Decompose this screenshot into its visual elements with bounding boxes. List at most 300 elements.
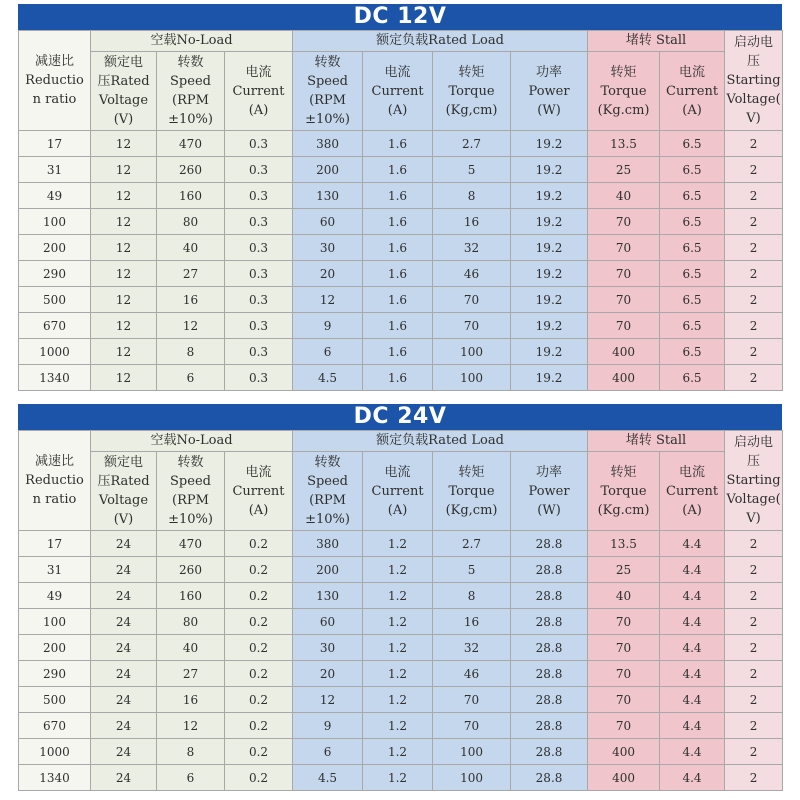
rated-torque-cell: 100: [433, 365, 511, 391]
stall-current-cell: 4.4: [660, 635, 725, 661]
rated-torque-cell: 70: [433, 313, 511, 339]
no-load-speed-header-line: (RPM: [172, 93, 209, 108]
no-load-voltage-cell: 24: [91, 583, 157, 609]
rated-voltage-header-line: 额定电: [103, 455, 143, 470]
rated-torque-header: [433, 452, 511, 531]
ratio-cell: 17: [19, 531, 91, 557]
starting-voltage-cell: 2: [725, 531, 783, 557]
no-load-current-header: [225, 52, 293, 131]
no-load-voltage-cell: 24: [91, 635, 157, 661]
stall-current-cell: 6.5: [660, 339, 725, 365]
no-load-current-cell: 0.2: [225, 635, 293, 661]
stall-torque-cell: 13.5: [588, 531, 660, 557]
no-load-speed-header: [157, 452, 225, 531]
rated-speed-cell: 130: [293, 183, 363, 209]
rated-power-cell: 19.2: [511, 287, 588, 313]
starting-voltage-header-line: Voltage(: [726, 492, 781, 507]
no-load-voltage-cell: 24: [91, 687, 157, 713]
stall-current-cell: 4.4: [660, 739, 725, 765]
starting-voltage-cell: 2: [725, 183, 783, 209]
ratio-cell: 200: [19, 235, 91, 261]
rated-power-header-line: 功率: [536, 464, 563, 480]
starting-voltage-cell: 2: [725, 131, 783, 157]
no-load-voltage-cell: 12: [91, 131, 157, 157]
rated-current-cell: 1.2: [363, 635, 433, 661]
table-row: [19, 661, 783, 687]
no-load-voltage-cell: 12: [91, 209, 157, 235]
rated-power-cell: 28.8: [511, 609, 588, 635]
reduction-ratio-header-line: Reductio: [25, 473, 84, 488]
spec-table: [18, 430, 783, 791]
no-load-speed-cell: 6: [157, 365, 225, 391]
rated-load-group-header: 额定负载Rated Load: [293, 431, 588, 452]
rated-torque-header-line: (Kg,cm): [445, 502, 498, 518]
starting-voltage-cell: 2: [725, 365, 783, 391]
rated-current-header-line: (A): [387, 502, 408, 518]
starting-voltage-header-line: 压: [747, 54, 761, 69]
stall-torque-cell: 70: [588, 287, 660, 313]
no-load-current-cell: 0.2: [225, 765, 293, 791]
stall-current-cell: 6.5: [660, 157, 725, 183]
table-row: [19, 287, 783, 313]
no-load-speed-cell: 27: [157, 661, 225, 687]
rated-voltage-header-line: Voltage: [98, 493, 149, 508]
table-section: [0, 400, 800, 800]
rated-power-cell: 28.8: [511, 687, 588, 713]
ratio-cell: 670: [19, 313, 91, 339]
rated-torque-cell: 70: [433, 687, 511, 713]
rated-voltage-header: [91, 52, 157, 131]
stall-group-header: 堵转 Stall: [588, 31, 725, 52]
starting-voltage-cell: 2: [725, 287, 783, 313]
ratio-cell: 500: [19, 687, 91, 713]
rated-speed-cell: 9: [293, 313, 363, 339]
stall-torque-cell: 40: [588, 583, 660, 609]
rated-speed-cell: 12: [293, 287, 363, 313]
rated-power-cell: 28.8: [511, 635, 588, 661]
rated-speed-cell: 4.5: [293, 365, 363, 391]
no-load-speed-cell: 260: [157, 557, 225, 583]
stall-torque-cell: 70: [588, 209, 660, 235]
stall-current-cell: 4.4: [660, 531, 725, 557]
table-row: [19, 765, 783, 791]
rated-speed-cell: 200: [293, 557, 363, 583]
ratio-cell: 500: [19, 287, 91, 313]
voltage-banner: DC 12V: [18, 4, 782, 30]
no-load-current-cell: 0.3: [225, 313, 293, 339]
table-row: [19, 583, 783, 609]
stall-torque-cell: 70: [588, 661, 660, 687]
voltage-banner: DC 24V: [18, 404, 782, 430]
stall-current-cell: 6.5: [660, 313, 725, 339]
starting-voltage-cell: 2: [725, 313, 783, 339]
no-load-voltage-cell: 12: [91, 365, 157, 391]
rated-speed-header: [293, 452, 363, 531]
no-load-current-header-line: (A): [248, 502, 269, 518]
rated-power-cell: 19.2: [511, 365, 588, 391]
rated-power-cell: 28.8: [511, 661, 588, 687]
stall-current-cell: 6.5: [660, 261, 725, 287]
stall-torque-cell: 400: [588, 365, 660, 391]
starting-voltage-cell: 2: [725, 661, 783, 687]
no-load-current-cell: 0.3: [225, 209, 293, 235]
rated-current-cell: 1.2: [363, 531, 433, 557]
rated-speed-cell: 6: [293, 739, 363, 765]
stall-torque-header-line: 转矩: [610, 64, 637, 80]
no-load-current-cell: 0.3: [225, 235, 293, 261]
reduction-ratio-header-line: n ratio: [32, 92, 77, 107]
starting-voltage-cell: 2: [725, 339, 783, 365]
no-load-current-header-line: Current: [232, 483, 285, 499]
no-load-speed-header-line: ±10%): [168, 112, 213, 127]
rated-speed-cell: 380: [293, 531, 363, 557]
rated-speed-header-line: (RPM: [309, 493, 346, 508]
rated-torque-cell: 46: [433, 661, 511, 687]
rated-speed-cell: 380: [293, 131, 363, 157]
rated-voltage-header-line: (V): [113, 512, 134, 527]
ratio-cell: 31: [19, 557, 91, 583]
stall-torque-cell: 70: [588, 235, 660, 261]
no-load-speed-header-line: (RPM: [172, 493, 209, 508]
no-load-speed-cell: 40: [157, 635, 225, 661]
table-row: [19, 209, 783, 235]
rated-torque-cell: 70: [433, 713, 511, 739]
no-load-voltage-cell: 12: [91, 261, 157, 287]
reduction-ratio-header: [19, 31, 91, 131]
no-load-speed-header-line: Speed: [170, 474, 211, 489]
rated-speed-cell: 60: [293, 609, 363, 635]
stall-current-header-line: 电流: [679, 464, 706, 480]
ratio-cell: 1000: [19, 339, 91, 365]
rated-speed-cell: 30: [293, 235, 363, 261]
starting-voltage-cell: 2: [725, 583, 783, 609]
stall-torque-cell: 40: [588, 183, 660, 209]
starting-voltage-header-line: V): [746, 511, 761, 526]
starting-voltage-header-line: Voltage(: [726, 92, 781, 107]
starting-voltage-header-line: Starting: [726, 473, 781, 488]
rated-torque-header-line: Torque: [448, 83, 495, 99]
starting-voltage-header-line: 压: [747, 454, 761, 469]
rated-current-cell: 1.6: [363, 209, 433, 235]
rated-current-cell: 1.2: [363, 661, 433, 687]
rated-torque-cell: 16: [433, 609, 511, 635]
rated-power-cell: 19.2: [511, 183, 588, 209]
no-load-speed-header-line: ±10%): [168, 512, 213, 527]
no-load-current-cell: 0.2: [225, 687, 293, 713]
rated-current-cell: 1.6: [363, 131, 433, 157]
rated-torque-cell: 5: [433, 557, 511, 583]
stall-current-header-line: (A): [682, 502, 702, 518]
no-load-speed-header-line: 转数: [177, 55, 204, 70]
rated-load-group-header: 额定负载Rated Load: [293, 31, 588, 52]
ratio-cell: 31: [19, 157, 91, 183]
rated-current-header: [363, 52, 433, 131]
stall-torque-header-line: 转矩: [610, 464, 637, 480]
starting-voltage-cell: 2: [725, 261, 783, 287]
rated-power-header-line: Power: [528, 83, 570, 99]
starting-voltage-header-line: V): [746, 111, 761, 126]
ratio-cell: 49: [19, 583, 91, 609]
rated-torque-header-line: 转矩: [458, 64, 485, 80]
stall-current-cell: 4.4: [660, 609, 725, 635]
no-load-speed-cell: 12: [157, 313, 225, 339]
no-load-current-cell: 0.3: [225, 365, 293, 391]
no-load-voltage-cell: 24: [91, 739, 157, 765]
no-load-speed-cell: 80: [157, 609, 225, 635]
rated-power-cell: 28.8: [511, 531, 588, 557]
starting-voltage-header: [725, 31, 783, 131]
stall-current-cell: 4.4: [660, 713, 725, 739]
group-header-row: [19, 31, 783, 52]
rated-current-cell: 1.6: [363, 157, 433, 183]
rated-current-cell: 1.6: [363, 183, 433, 209]
stall-current-cell: 4.4: [660, 661, 725, 687]
no-load-speed-cell: 6: [157, 765, 225, 791]
no-load-current-header-line: 电流: [245, 64, 272, 80]
no-load-current-cell: 0.2: [225, 713, 293, 739]
rated-torque-cell: 2.7: [433, 131, 511, 157]
rated-current-cell: 1.6: [363, 287, 433, 313]
rated-current-cell: 1.2: [363, 713, 433, 739]
ratio-cell: 1000: [19, 739, 91, 765]
ratio-cell: 17: [19, 131, 91, 157]
rated-speed-cell: 60: [293, 209, 363, 235]
rated-current-header-line: 电流: [384, 464, 411, 480]
table-row: [19, 261, 783, 287]
table-row: [19, 635, 783, 661]
rated-torque-header-line: (Kg,cm): [445, 102, 498, 118]
no-load-current-cell: 0.3: [225, 261, 293, 287]
no-load-current-cell: 0.2: [225, 661, 293, 687]
rated-speed-header-line: Speed: [307, 474, 348, 489]
no-load-speed-header-line: 转数: [177, 455, 204, 470]
rated-speed-cell: 30: [293, 635, 363, 661]
stall-torque-cell: 70: [588, 687, 660, 713]
spec-table: [18, 30, 783, 391]
ratio-cell: 100: [19, 609, 91, 635]
stall-current-cell: 6.5: [660, 287, 725, 313]
no-load-speed-cell: 470: [157, 531, 225, 557]
rated-voltage-header-line: 额定电: [103, 55, 143, 70]
rated-current-cell: 1.2: [363, 739, 433, 765]
rated-speed-cell: 200: [293, 157, 363, 183]
stall-current-header-line: (A): [682, 102, 702, 118]
rated-current-cell: 1.2: [363, 557, 433, 583]
reduction-ratio-header-line: n ratio: [32, 492, 77, 507]
rated-current-cell: 1.6: [363, 235, 433, 261]
stall-torque-cell: 13.5: [588, 131, 660, 157]
rated-torque-header: [433, 52, 511, 131]
rated-speed-cell: 9: [293, 713, 363, 739]
no-load-speed-cell: 8: [157, 339, 225, 365]
rated-speed-header: [293, 52, 363, 131]
rated-current-header-line: (A): [387, 102, 408, 118]
rated-power-header-line: (W): [537, 502, 561, 518]
rated-power-header: [511, 452, 588, 531]
stall-torque-cell: 400: [588, 765, 660, 791]
no-load-speed-header-line: Speed: [170, 74, 211, 89]
stall-torque-cell: 70: [588, 609, 660, 635]
rated-power-cell: 19.2: [511, 313, 588, 339]
rated-power-cell: 19.2: [511, 235, 588, 261]
column-header-row: [19, 52, 783, 131]
rated-power-header-line: 功率: [536, 64, 563, 80]
rated-power-cell: 28.8: [511, 557, 588, 583]
rated-current-cell: 1.2: [363, 765, 433, 791]
stall-torque-header-line: (Kg.cm): [597, 502, 650, 518]
rated-speed-cell: 6: [293, 339, 363, 365]
no-load-speed-cell: 16: [157, 287, 225, 313]
rated-speed-cell: 130: [293, 583, 363, 609]
ratio-cell: 290: [19, 261, 91, 287]
stall-torque-cell: 70: [588, 261, 660, 287]
no-load-current-cell: 0.2: [225, 531, 293, 557]
no-load-speed-cell: 470: [157, 131, 225, 157]
rated-torque-cell: 2.7: [433, 531, 511, 557]
no-load-current-header-line: (A): [248, 102, 269, 118]
ratio-cell: 100: [19, 209, 91, 235]
table-row: [19, 557, 783, 583]
starting-voltage-cell: 2: [725, 635, 783, 661]
rated-power-cell: 19.2: [511, 209, 588, 235]
starting-voltage-cell: 2: [725, 765, 783, 791]
ratio-cell: 1340: [19, 765, 91, 791]
no-load-current-cell: 0.3: [225, 157, 293, 183]
stall-current-cell: 6.5: [660, 131, 725, 157]
rated-torque-cell: 32: [433, 235, 511, 261]
starting-voltage-header-line: 启动电: [734, 35, 774, 50]
starting-voltage-cell: 2: [725, 713, 783, 739]
no-load-voltage-cell: 24: [91, 557, 157, 583]
rated-speed-cell: 20: [293, 661, 363, 687]
table-row: [19, 609, 783, 635]
stall-torque-cell: 25: [588, 157, 660, 183]
rated-power-cell: 19.2: [511, 157, 588, 183]
stall-current-cell: 6.5: [660, 365, 725, 391]
rated-torque-header-line: 转矩: [458, 464, 485, 480]
stall-current-header: [660, 452, 725, 531]
no-load-current-cell: 0.2: [225, 739, 293, 765]
table-row: [19, 739, 783, 765]
no-load-voltage-cell: 24: [91, 713, 157, 739]
stall-current-cell: 4.4: [660, 583, 725, 609]
no-load-speed-cell: 12: [157, 713, 225, 739]
stall-torque-header-line: Torque: [600, 83, 647, 99]
rated-power-cell: 19.2: [511, 131, 588, 157]
stall-current-cell: 4.4: [660, 687, 725, 713]
stall-torque-header: [588, 52, 660, 131]
stall-current-cell: 6.5: [660, 209, 725, 235]
no-load-voltage-cell: 24: [91, 661, 157, 687]
stall-current-cell: 4.4: [660, 557, 725, 583]
reduction-ratio-header-line: 减速比: [34, 454, 74, 469]
rated-speed-header-line: (RPM: [309, 93, 346, 108]
ratio-cell: 200: [19, 635, 91, 661]
rated-torque-cell: 8: [433, 183, 511, 209]
no-load-speed-cell: 8: [157, 739, 225, 765]
stall-current-header-line: 电流: [679, 64, 706, 80]
reduction-ratio-header-line: 减速比: [34, 54, 74, 69]
rated-current-cell: 1.2: [363, 583, 433, 609]
stall-torque-header-line: Torque: [600, 483, 647, 499]
no-load-speed-cell: 16: [157, 687, 225, 713]
rated-speed-header-line: 转数: [314, 455, 341, 470]
no-load-speed-cell: 27: [157, 261, 225, 287]
stall-current-header-line: Current: [666, 483, 719, 499]
stall-current-cell: 6.5: [660, 235, 725, 261]
starting-voltage-cell: 2: [725, 157, 783, 183]
table-row: [19, 713, 783, 739]
rated-voltage-header-line: (V): [113, 112, 134, 127]
rated-speed-header-line: 转数: [314, 55, 341, 70]
rated-power-header-line: Power: [528, 483, 570, 499]
no-load-voltage-cell: 24: [91, 609, 157, 635]
rated-current-cell: 1.6: [363, 365, 433, 391]
no-load-current-cell: 0.3: [225, 131, 293, 157]
rated-torque-cell: 16: [433, 209, 511, 235]
rated-torque-cell: 100: [433, 739, 511, 765]
ratio-cell: 1340: [19, 365, 91, 391]
no-load-voltage-cell: 12: [91, 313, 157, 339]
table-row: [19, 687, 783, 713]
rated-torque-cell: 100: [433, 765, 511, 791]
starting-voltage-cell: 2: [725, 739, 783, 765]
rated-power-header-line: (W): [537, 102, 561, 118]
rated-current-header-line: Current: [371, 83, 424, 99]
stall-torque-cell: 70: [588, 313, 660, 339]
no-load-current-cell: 0.3: [225, 287, 293, 313]
starting-voltage-cell: 2: [725, 235, 783, 261]
starting-voltage-cell: 2: [725, 609, 783, 635]
table-row: [19, 183, 783, 209]
group-header-row: [19, 431, 783, 452]
no-load-speed-cell: 40: [157, 235, 225, 261]
no-load-current-header-line: 电流: [245, 464, 272, 480]
ratio-cell: 290: [19, 661, 91, 687]
stall-torque-cell: 400: [588, 739, 660, 765]
rated-voltage-header-line: 压Rated: [97, 474, 150, 489]
no-load-speed-cell: 160: [157, 183, 225, 209]
rated-speed-header-line: ±10%): [305, 112, 350, 127]
no-load-speed-cell: 260: [157, 157, 225, 183]
reduction-ratio-header: [19, 431, 91, 531]
rated-power-cell: 28.8: [511, 713, 588, 739]
stall-current-cell: 4.4: [660, 765, 725, 791]
table-row: [19, 313, 783, 339]
rated-torque-cell: 46: [433, 261, 511, 287]
ratio-cell: 49: [19, 183, 91, 209]
no-load-current-header-line: Current: [232, 83, 285, 99]
rated-power-cell: 28.8: [511, 739, 588, 765]
no-load-speed-cell: 160: [157, 583, 225, 609]
no-load-current-cell: 0.3: [225, 339, 293, 365]
stall-torque-cell: 400: [588, 339, 660, 365]
rated-voltage-header-line: 压Rated: [97, 74, 150, 89]
no-load-current-cell: 0.2: [225, 557, 293, 583]
rated-torque-cell: 5: [433, 157, 511, 183]
no-load-voltage-cell: 24: [91, 531, 157, 557]
rated-power-cell: 19.2: [511, 261, 588, 287]
reduction-ratio-header-line: Reductio: [25, 73, 84, 88]
no-load-voltage-cell: 12: [91, 287, 157, 313]
table-row: [19, 131, 783, 157]
table-row: [19, 365, 783, 391]
table-row: [19, 157, 783, 183]
stall-torque-cell: 70: [588, 635, 660, 661]
rated-current-cell: 1.6: [363, 339, 433, 365]
no-load-voltage-cell: 12: [91, 235, 157, 261]
no-load-current-cell: 0.2: [225, 583, 293, 609]
